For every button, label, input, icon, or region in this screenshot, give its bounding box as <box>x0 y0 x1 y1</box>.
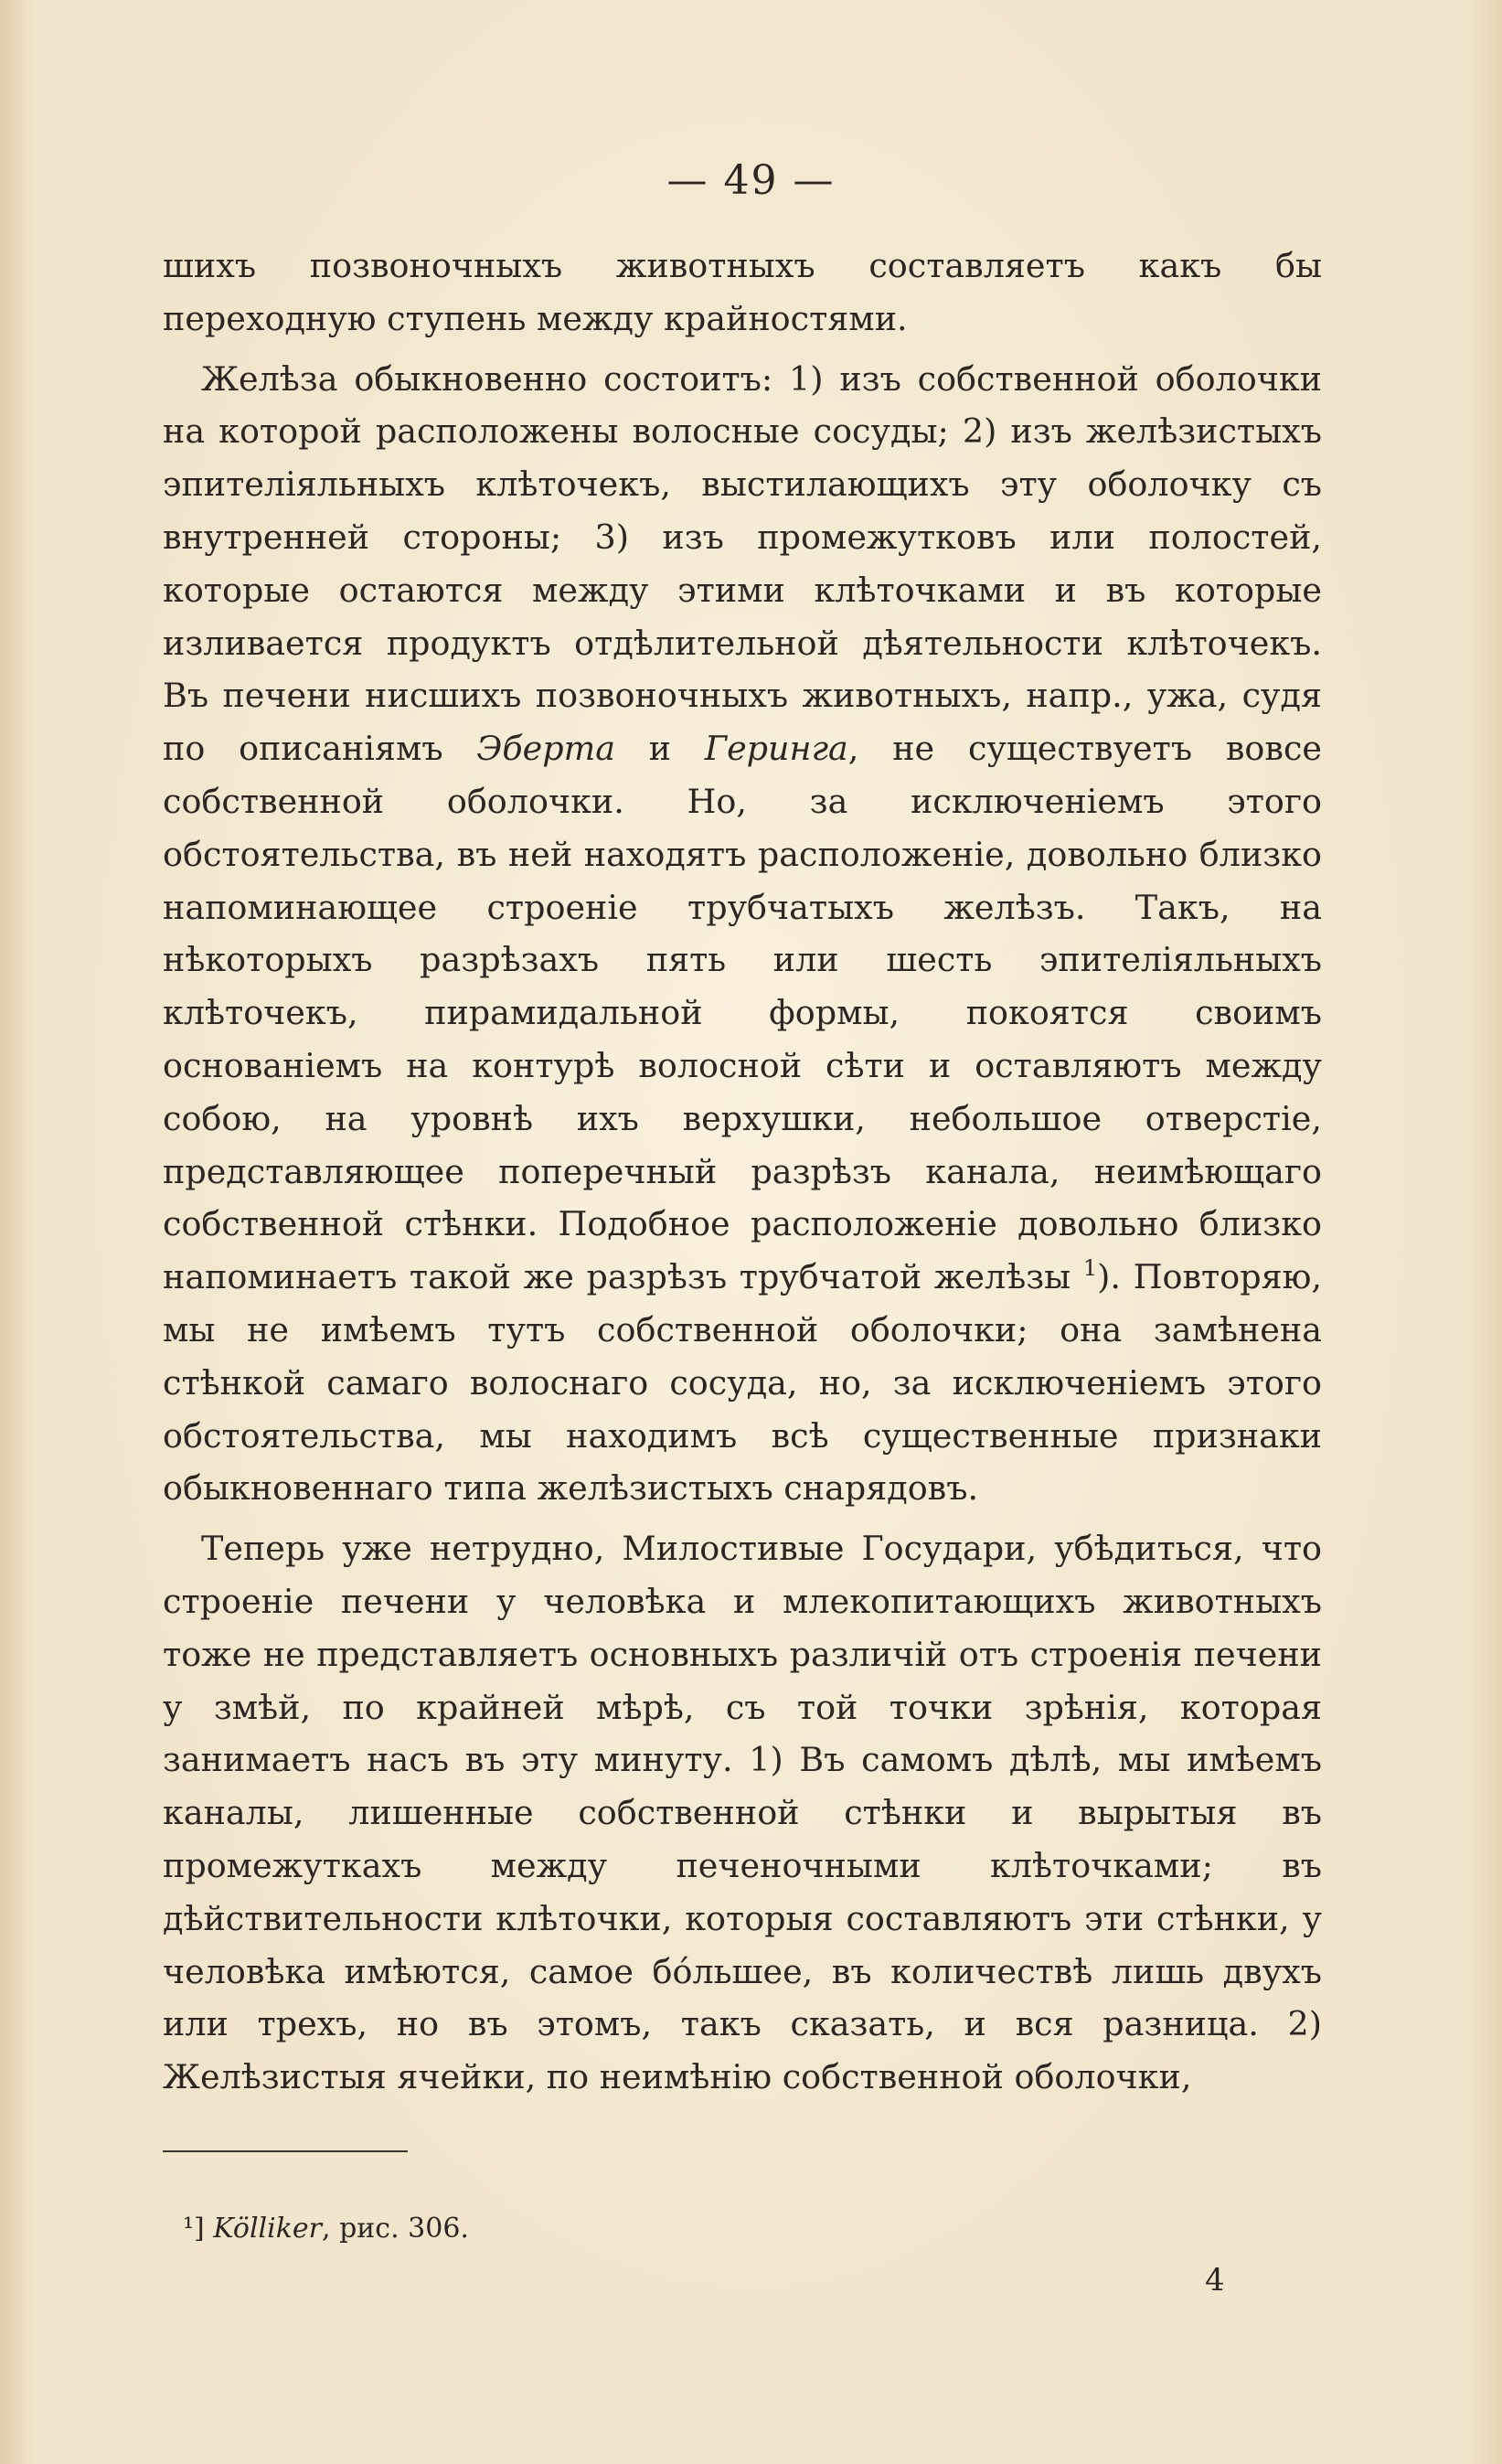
footnote-author: Kölliker <box>213 2213 323 2245</box>
footnote-reference-text: , рис. 306. <box>322 2213 469 2245</box>
author-name-gering: Геринга <box>704 729 848 769</box>
paragraph-continuation: шихъ позвоночныхъ животныхъ составляетъ какъ бы переходную ступень между крайностями. <box>163 246 1322 338</box>
footnote <box>183 2211 469 2247</box>
paragraph-text: , не существуетъ вовсе собственной оболочки. Но, за исключеніемъ этого обстоятельства, въ ней находятъ расположеніе, довольно близко напоминающее строеніе трубчатыхъ желѣзъ. Такъ, на нѣкоторыхъ разрѣзахъ пять или шесть эпителіяльныхъ клѣточекъ, пирамидальной формы, покоятся своимъ основаніемъ на контурѣ волосной сѣти и оставляютъ между собою, на уровнѣ ихъ верхушки, небольшое отверстіе, представляющее поперечный разрѣзъ канала, неимѣющаго собственной стѣнки. Подобное расположеніе довольно близко напоминаетъ такой же разрѣзъ трубчатой желѣзы <box>163 729 1322 1297</box>
footnote-reference: 1 <box>1082 1255 1098 1282</box>
page-number: — 49 — <box>666 157 836 204</box>
paragraph-gland-structure <box>163 353 1322 1516</box>
conjunction: и <box>648 729 672 769</box>
author-name-ebert: Эберта <box>476 729 615 769</box>
paragraph-text: Желѣза обыкновенно состоитъ: 1) изъ собственной оболочки на которой расположены волосные сосуды; 2) изъ желѣзистыхъ эпителіяльныхъ клѣточекъ, выстилающихъ эту оболочку съ внутренней стороны; 3) изъ промежутковъ или полостей, которые остаются между этими клѣточками и въ которые изливается продуктъ отдѣлительной дѣятельности клѣточекъ. Въ печени нисшихъ позвоночныхъ животныхъ, напр., ужа, судя по описаніямъ <box>163 358 1322 769</box>
paragraph-human-liver: Теперь уже нетрудно, Милостивые Государи, убѣдиться, что строеніе печени у человѣка и млекопитающихъ животныхъ тоже не представляетъ основныхъ различій отъ строенія печени у змѣй, по крайней мѣрѣ, съ той точки зрѣнія, которая занимаетъ насъ въ эту минуту. 1) Въ самомъ дѣлѣ, мы имѣемъ каналы, лишенные собственной стѣнки и вырытыя въ промежуткахъ между печеночными клѣточками; въ дѣйствительности клѣточки, которыя составляютъ эти стѣнки, у человѣка имѣются, самое бо́льшее, въ количествѣ лишь двухъ или трехъ, но въ этомъ, такъ сказать, и вся разница. 2) Желѣзистыя ячейки, по неимѣнію собственной оболочки, <box>163 1529 1322 2097</box>
footnote-marker: ¹] <box>183 2213 205 2245</box>
footnote-divider <box>163 2150 408 2152</box>
body-text <box>163 240 1322 2104</box>
signature-mark: 4 <box>1205 2262 1225 2299</box>
paragraph-text: ). Повторяю, мы не имѣемъ тутъ собственной оболочки; она замѣнена стѣнкой самаго волоснаго сосуда, но, за исключеніемъ этого обстоятельства, мы находимъ всѣ существенные признаки обыкновеннаго типа желѣзистыхъ снарядовъ. <box>163 1257 1322 1509</box>
